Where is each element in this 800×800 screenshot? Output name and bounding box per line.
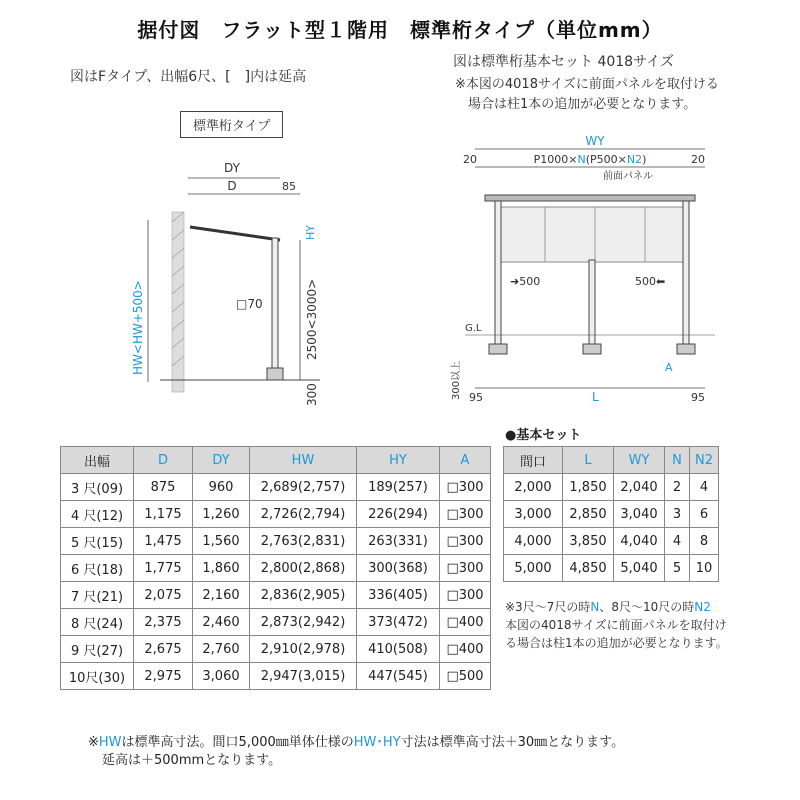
post-left [495,201,501,346]
gl-label: G.L [465,323,482,334]
dim-hy: HY [304,225,317,240]
post-base [267,368,283,380]
table-row: 8 尺(24) 2,375 2,460 2,873(2,942) 373(472) □400 [61,609,491,636]
dim-right-500: 500⬅ [635,275,666,288]
side-view-diagram [120,150,340,410]
dim-wy: WY [585,134,605,148]
col-header: D [134,447,193,474]
post-size-label: □70 [236,297,263,311]
front-view-diagram [451,134,725,405]
dim-300: 300 [305,383,319,406]
roof-beam [485,195,695,201]
col-header: 出幅 [61,447,134,474]
col-header: 間口 [504,447,563,474]
set-note: ※3尺〜7尺の時N、8尺〜10尺の時N2 本図の4018サイズに前面パネルを取付け る場合は柱1本の追加が必要となります。 [505,600,728,650]
table-row: 4 尺(12) 1,175 1,260 2,726(2,794) 226(294) □300 [61,501,491,528]
table-row: 3 尺(09) 875 960 2,689(2,757) 189(257) □300 [61,474,491,501]
post-middle [589,260,595,346]
basic-set-table [503,446,719,582]
table-row: 6 尺(18) 1,775 1,860 2,800(2,868) 300(368) □300 [61,555,491,582]
dim-d: D [227,179,237,193]
dim-left-500: ➜500 [510,275,541,288]
left-note: 図はFタイプ、出幅6尺、[ ]内は延高 [70,69,307,85]
dim-dy: DY [224,161,240,175]
col-header: HW [250,447,357,474]
table-row: 9 尺(27) 2,675 2,760 2,910(2,978) 410(508) □400 [61,636,491,663]
right-note-2: ※本図の4018サイズに前面パネルを取付ける [455,77,719,92]
col-header: WY [614,447,665,474]
wall [172,212,184,392]
dim-left-95: 95 [469,391,483,404]
col-header: N2 [690,447,719,474]
table-row: 4,000 3,850 4,040 4 8 [504,528,719,555]
type-label-box: 標準桁タイプ [180,111,283,138]
col-header: A [440,447,491,474]
table-header-row [61,447,491,474]
dim-left-20: 20 [463,153,477,166]
dim-85: 85 [282,180,296,193]
table-row: 10尺(30) 2,975 3,060 2,947(3,015) 447(545) □500 [61,663,491,690]
main-table [60,446,491,690]
right-note-3: 場合は柱1本の追加が必要となります。 [468,97,697,112]
dim-span: P1000×N(P500×N2) [533,153,647,166]
col-header: DY [193,447,250,474]
dim-2500: 2500<3000> [305,278,319,360]
page-title: 据付図 フラット型１階用 標準桁タイプ（単位mm） [137,18,663,42]
basic-set-title: ●基本セット [505,428,582,443]
table-row: 5 尺(15) 1,475 1,560 2,763(2,831) 263(331) □300 [61,528,491,555]
dim-300-min: 300以上 [451,360,462,400]
col-header: N [665,447,690,474]
right-note-1: 図は標準桁基本セット 4018サイズ [453,54,674,70]
dim-hw: HW<HW+500> [131,280,145,375]
table-row: 7 尺(21) 2,075 2,160 2,836(2,905) 336(405) □300 [61,582,491,609]
dim-l: L [592,390,599,404]
front-panel-label: 前面パネル [603,171,653,182]
col-header: L [563,447,614,474]
post [272,238,278,368]
table-header-row [504,447,719,474]
dim-right-95: 95 [691,391,705,404]
dim-right-20: 20 [691,153,705,166]
table-row: 3,000 2,850 3,040 3 6 [504,501,719,528]
dim-a: A [665,361,673,374]
table-row: 5,000 4,850 5,040 5 10 [504,555,719,582]
col-header: HY [357,447,440,474]
table-row: 2,000 1,850 2,040 2 4 [504,474,719,501]
roof-line [190,227,280,240]
front-panel [497,207,687,262]
footer-note: ※HWは標準高寸法。間口5,000㎜単体仕様のHW･HY寸法は標準高寸法＋30㎜となります。 延高は＋500mmとなります。 [88,735,625,768]
post-right [683,201,689,346]
